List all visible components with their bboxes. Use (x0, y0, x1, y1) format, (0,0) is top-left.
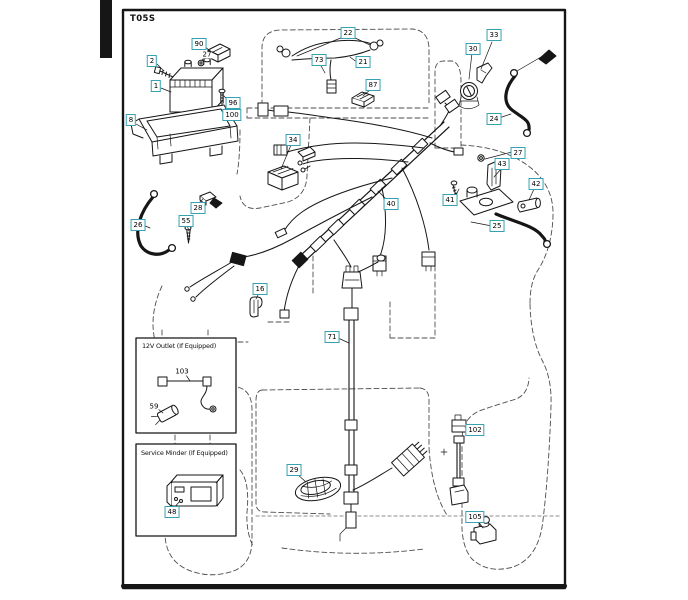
part-label-33: 33 (487, 29, 502, 41)
part-label-100: 100 (222, 109, 241, 121)
part-label-102: 102 (465, 424, 484, 436)
part-label-43: 43 (495, 158, 510, 170)
service-minder-box (136, 444, 236, 536)
part-label-40: 40 (384, 198, 399, 210)
part-label-30: 30 (466, 43, 481, 55)
part-label-29: 29 (287, 464, 302, 476)
part-label-26: 26 (131, 219, 146, 231)
washer-27 (198, 60, 204, 66)
part-label-24: 24 (487, 113, 502, 125)
hour-meter-48 (167, 475, 223, 506)
part-label-21: 21 (356, 56, 371, 68)
part-label-90: 90 (192, 38, 207, 50)
part-label-71: 71 (325, 331, 340, 343)
part-label-105: 105 (465, 511, 484, 523)
diagram-code: T05S (130, 14, 156, 24)
bolt-41 (451, 181, 457, 185)
part-label-1: 1 (151, 80, 161, 92)
part-label-27: 27 (202, 50, 212, 59)
part-label-59: 59 (149, 402, 159, 411)
scan-artifact (100, 0, 112, 58)
part-label-27: 27 (511, 147, 526, 159)
part-label-96: 96 (226, 97, 241, 109)
part-label-25: 25 (490, 220, 505, 232)
inset-title-12v-outlet: 12V Outlet (If Equipped) (142, 342, 217, 350)
part-label-22: 22 (341, 27, 356, 39)
part-label-103: 103 (175, 367, 189, 376)
part-label-55: 55 (179, 215, 194, 227)
outlet-box-12v (136, 338, 236, 433)
part-label-2: 2 (147, 55, 157, 67)
part-label-16: 16 (253, 283, 268, 295)
part-label-42: 42 (529, 178, 544, 190)
part-label-34: 34 (286, 134, 301, 146)
part-label-41: 41 (443, 194, 458, 206)
part-label-48: 48 (165, 506, 180, 518)
part-label-28: 28 (191, 202, 206, 214)
part-label-87: 87 (366, 79, 381, 91)
part-label-8: 8 (126, 114, 136, 126)
inset-title-service-minder: Service Minder (If Equipped) (141, 449, 228, 457)
part-label-73: 73 (312, 54, 327, 66)
